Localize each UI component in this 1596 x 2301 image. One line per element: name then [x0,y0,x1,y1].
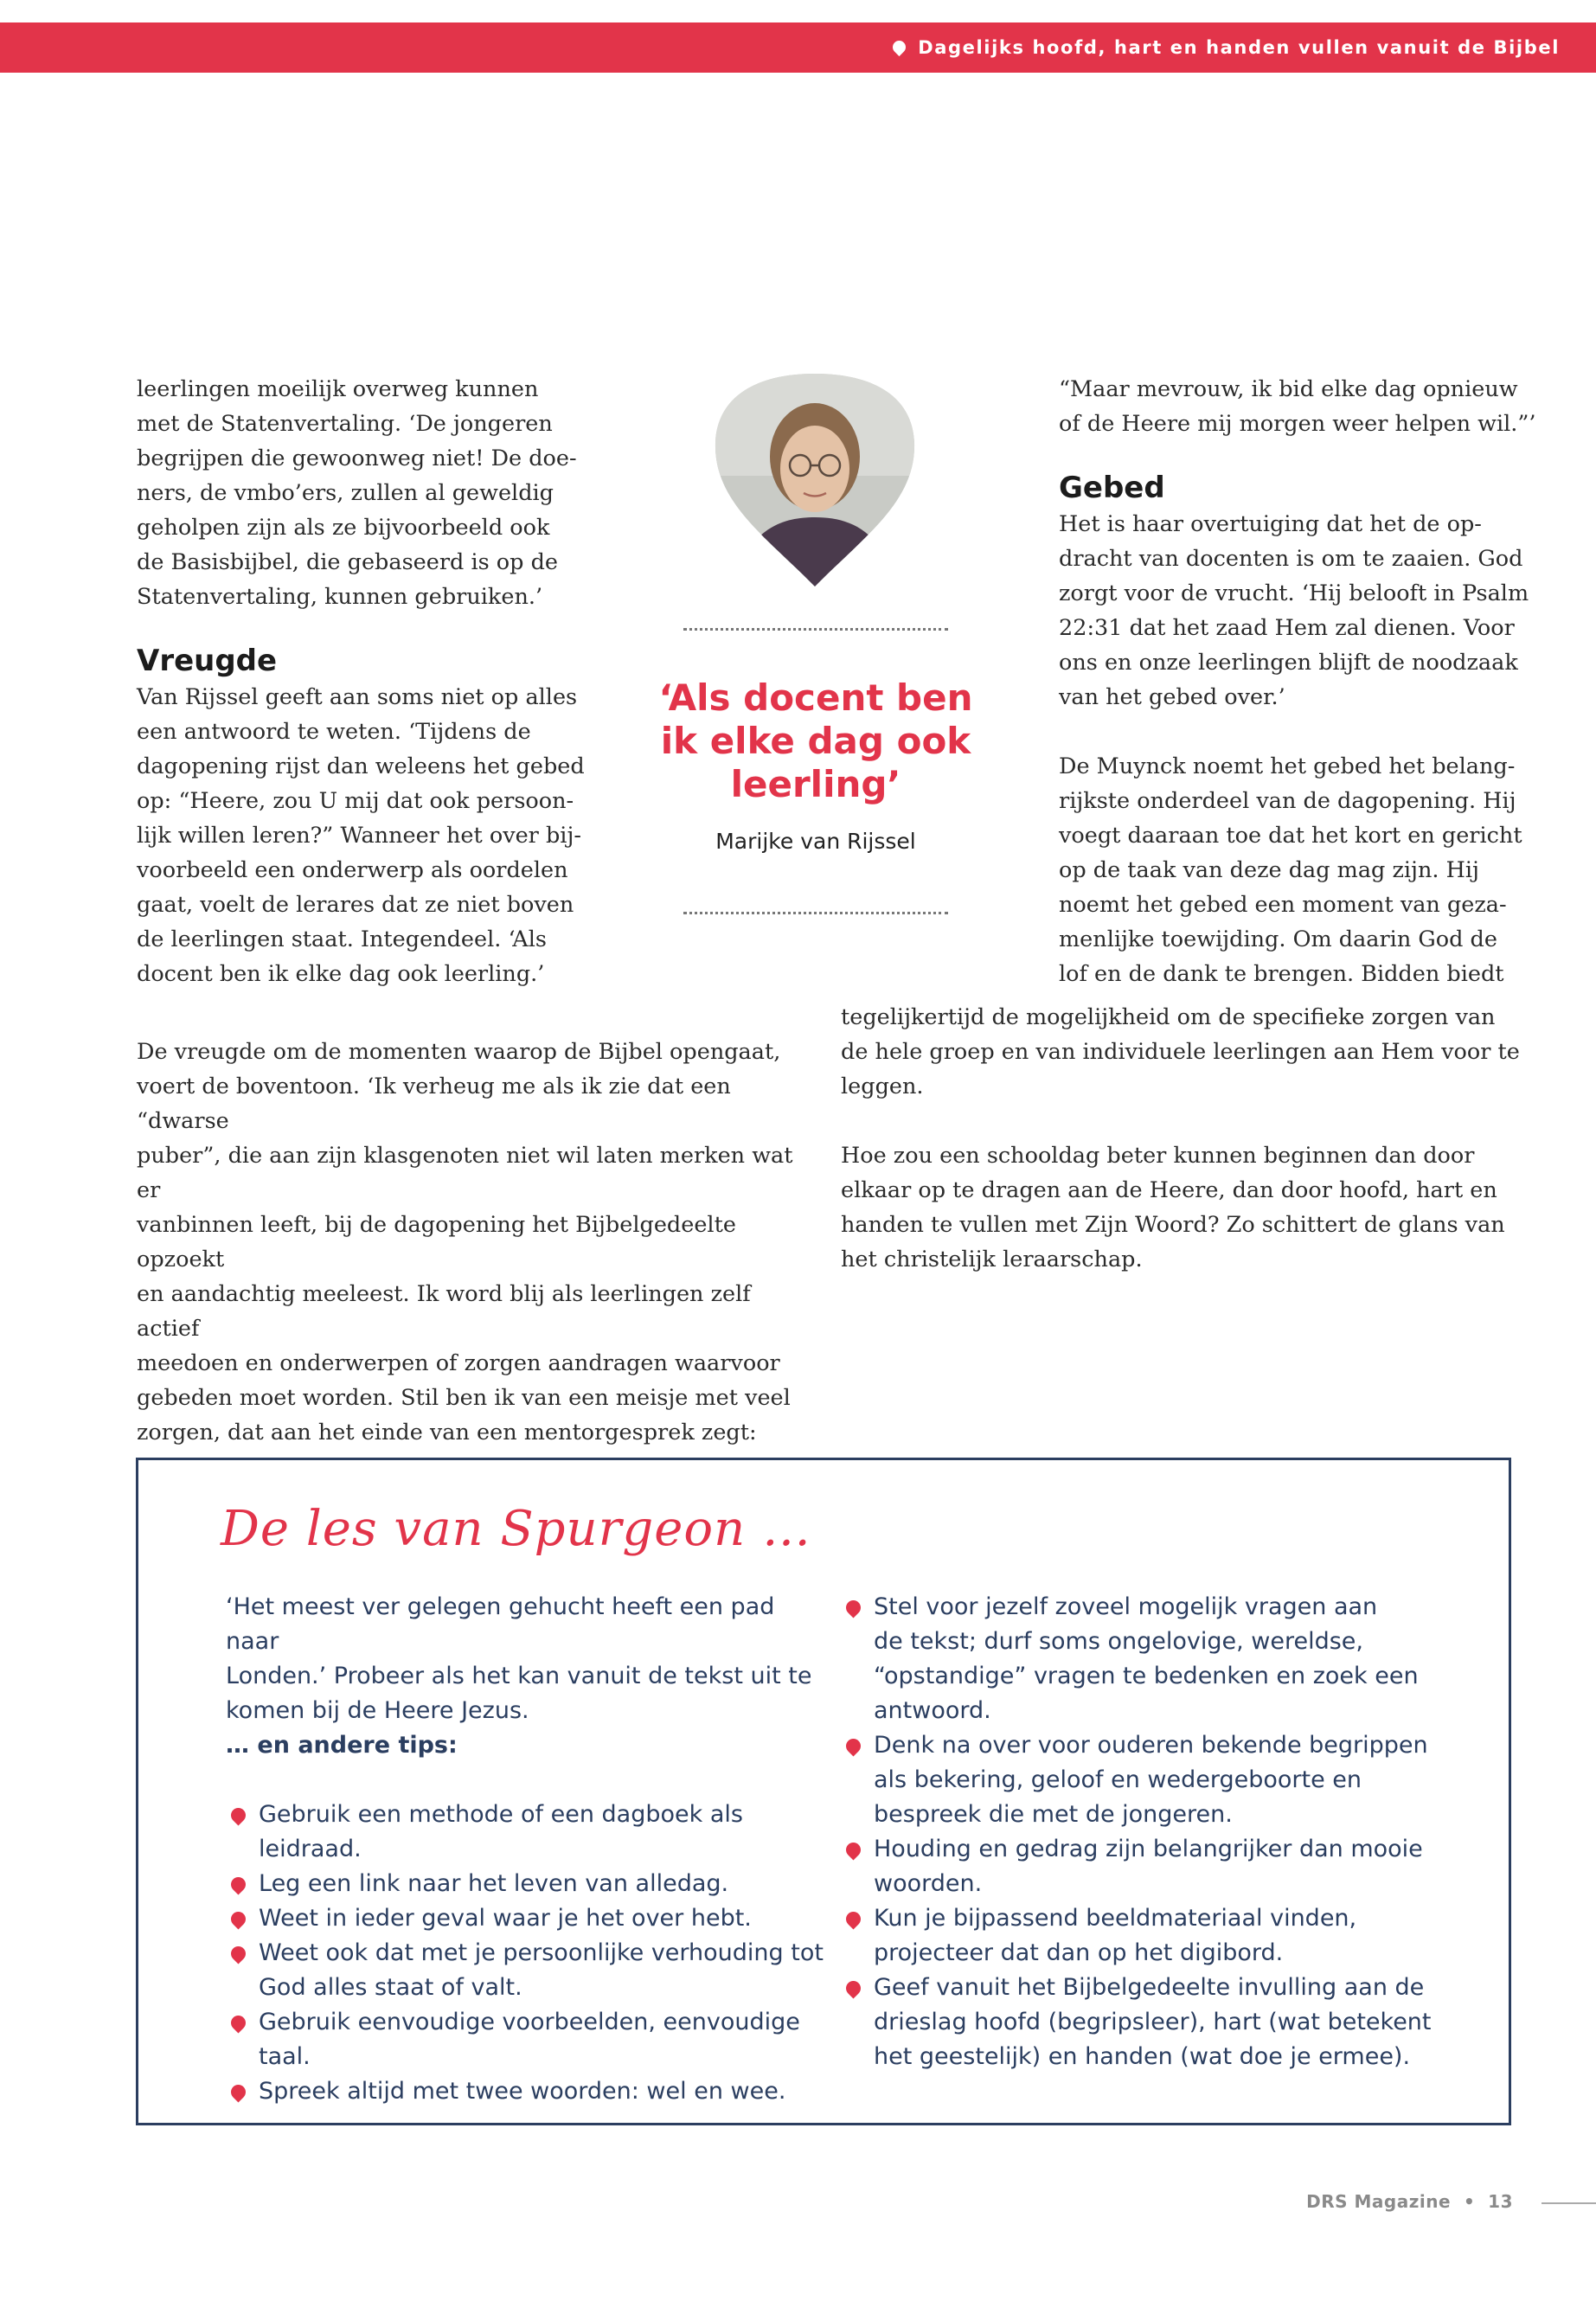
text-line: met de Statenvertaling. ‘De jongeren [137,411,553,437]
text-line: De Muynck noemt het gebed het belang- [1059,753,1516,779]
heart-bullet-icon [228,1874,248,1894]
page-number: 13 [1488,2191,1513,2212]
header-tagline-wrap [893,22,1560,73]
text-line: meedoen en onderwerpen of zorgen aandragen waarvoor [137,1350,780,1376]
text-line: gebeden moet worden. Stil ben ik van een meisje met veel [137,1385,791,1411]
text-line: voorbeeld een onderwerp als oordelen [137,857,568,883]
text-line: zorgen, dat aan het einde van een mentorgesprek zegt: [137,1420,757,1445]
text-line: 22:31 dat het zaad Hem zal dienen. Voor [1059,615,1515,641]
text-line: Geef vanuit het Bijbelgedeelte invulling aan de [874,1974,1425,2001]
text-line: Van Rijssel geeft aan soms niet op alles [137,684,578,710]
heart-bullet-icon [843,1735,863,1756]
text-line: als bekering, geloof en wedergeboorte en [874,1766,1362,1793]
heart-bullet-icon [843,1839,863,1860]
gebed-paragraph [1059,507,1561,715]
text-line: “opstandige” vragen te bedenken en zoek een [874,1663,1419,1689]
text-line: op de taak van deze dag mag zijn. Hij [1059,857,1479,883]
list-item [841,1832,1481,1901]
text-line: Houding en gedrag zijn belangrijker dan mooie [874,1836,1423,1862]
heading-gebed: Gebed [1059,471,1165,505]
tips-subhead: … en andere tips: [226,1732,458,1759]
heart-bullet-icon [228,1943,248,1964]
header-tagline: Dagelijks hoofd, hart en handen vullen vanuit de Bijbel [918,37,1560,58]
text-line: het geestelijk) en handen (wat doe je ermee). [874,2043,1411,2070]
text-line: docent ben ik elke dag ook leerling.’ [137,961,545,987]
right-wide-paragraph [841,1000,1559,1277]
tip-right-column [841,1590,1481,2074]
page-footer: DRS Magazine • 13 [1306,2191,1513,2212]
tip-intro [226,1590,831,1728]
heart-bullet-icon [843,1597,863,1618]
divider-top [683,628,948,631]
text-line: op: “Heere, zou U mij dat ook persoon- [137,788,574,814]
text-line: Stel voor jezelf zoveel mogelijk vragen aan [874,1593,1378,1620]
text-line: Weet ook dat met je persoonlijke verhouding tot [259,1939,824,1966]
tip-list-left [226,1798,831,2109]
text-line: Denk na over voor ouderen bekende begrippen [874,1732,1428,1759]
list-item [226,1798,831,1867]
text-line: Kun je bijpassend beeldmateriaal vinden, [874,1905,1357,1932]
vreugde-paragraph [137,680,621,991]
list-item [841,1728,1481,1832]
text-line: menlijke toewijding. Om daarin God de [1059,926,1497,952]
text-line: de tekst; durf soms ongelovige, wereldse, [874,1628,1363,1655]
text-line: en aandachtig meeleest. Ik word blij als leerlingen zelf actief [137,1281,751,1342]
list-item [226,1901,831,1936]
text-line: taal. [259,2043,311,2070]
list-item [841,1971,1481,2074]
footer-rule [1542,2202,1596,2204]
tip-list-right [841,1590,1481,2074]
text-line: begrijpen die gewoonweg niet! De doe- [137,445,577,471]
text-line: Spreek altijd met twee woorden: wel en wee. [259,2078,786,2105]
muynck-paragraph [1059,749,1561,991]
heart-bullet-icon [228,1908,248,1929]
text-line: rijkste onderdeel van de dagopening. Hij [1059,788,1516,814]
text-line: zorgt voor de vrucht. ‘Hij belooft in Psalm [1059,580,1529,606]
text-line: Londen.’ Probeer als het kan vanuit de tekst uit te [226,1663,812,1689]
divider-bottom [683,912,948,914]
pull-quote-author: Marijke van Rijssel [715,829,916,854]
text-line: God alles staat of valt. [259,1974,522,2001]
heart-bullet-icon [843,1977,863,1998]
quote-paragraph [1059,372,1561,441]
text-line: dracht van docenten is om te zaaien. God [1059,546,1523,572]
text-line: De vreugde om de momenten waarop de Bijbel opengaat, [137,1039,781,1065]
list-item [226,2074,831,2109]
text-line: Gebruik eenvoudige voorbeelden, eenvoudige [259,2009,800,2035]
heart-bullet-icon [228,1804,248,1825]
portrait-photo [714,372,916,588]
text-line: bespreek die met de jongeren. [874,1801,1233,1828]
header-bar [0,22,1596,73]
tip-left-column [226,1590,831,2109]
text-line: de hele groep en van individuele leerlingen aan Hem voor te [841,1039,1520,1065]
text-line: ons en onze leerlingen blijft de noodzaak [1059,650,1518,676]
text-line: Gebruik een methode of een dagboek als [259,1801,743,1828]
pull-quote-line: leerling’ [730,763,901,805]
text-line: Statenvertaling, kunnen gebruiken.’ [137,584,543,610]
text-line: leggen. [841,1074,924,1099]
list-item [226,1936,831,2005]
pull-quote [640,676,991,806]
text-line: handen te vullen met Zijn Woord? Zo schittert de glans van [841,1212,1505,1238]
pull-quote-line: ik elke dag ook [660,720,971,762]
text-line: noemt het gebed een moment van geza- [1059,892,1507,918]
text-line: lof en de dank te brengen. Bidden biedt [1059,961,1504,987]
text-line: gaat, voelt de lerares dat ze niet boven [137,892,574,918]
text-line: woorden. [874,1870,983,1897]
text-line: projecteer dat dan op het digibord. [874,1939,1284,1966]
text-line: geholpen zijn als ze bijvoorbeeld ook [137,515,550,541]
heart-bullet-icon [843,1908,863,1929]
closing-paragraph [841,1138,1559,1277]
left-column [137,372,621,991]
text-line: puber”, die aan zijn klasgenoten niet wil laten merken wat er [137,1143,793,1203]
text-line: Het is haar overtuiging dat het de op- [1059,511,1482,537]
text-line: voert de boventoon. ‘Ik verheug me als ik zie dat een “dwarse [137,1074,731,1134]
list-item [841,1901,1481,1971]
heading-vreugde: Vreugde [137,644,278,678]
text-line: elkaar op te dragen aan de Heere, dan door hoofd, hart en [841,1177,1497,1203]
list-item [226,2005,831,2074]
text-line: de leerlingen staat. Integendeel. ‘Als [137,926,547,952]
text-line: dagopening rijst dan weleens het gebed [137,753,585,779]
left-wide-paragraph [137,1035,820,1450]
text-line: van het gebed over.’ [1059,684,1285,710]
text-line: Leg een link naar het leven van alledag. [259,1870,729,1897]
text-line: leerlingen moeilijk overweg kunnen [137,376,539,402]
list-item [226,1867,831,1901]
text-line: het christelijk leraarschap. [841,1247,1143,1272]
heart-bullet-icon [228,2081,248,2102]
text-line: lijk willen leren?” Wanneer het over bij- [137,823,581,849]
text-line: de Basisbijbel, die gebaseerd is op de [137,549,559,575]
text-line: komen bij de Heere Jezus. [226,1697,529,1724]
pull-quote-line: ‘Als docent ben [658,676,973,719]
text-line: een antwoord te weten. ‘Tijdens de [137,719,531,745]
right-column [1059,372,1561,991]
text-line: “Maar mevrouw, ik bid elke dag opnieuw [1059,376,1518,402]
text-line: ners, de vmbo’ers, zullen al geweldig [137,480,554,506]
text-line: Hoe zou een schooldag beter kunnen beginnen dan door [841,1143,1475,1169]
intro-paragraph [137,372,621,614]
text-line: drieslag hoofd (begripsleer), hart (wat betekent [874,2009,1432,2035]
tip-box-title: De les van Spurgeon … [221,1501,811,1557]
text-line: Weet in ieder geval waar je het over hebt. [259,1905,752,1932]
list-item [841,1590,1481,1728]
heart-bullet-icon [228,2012,248,2033]
text-line: tegelijkertijd de mogelijkheid om de specifieke zorgen van [841,1004,1496,1030]
heart-bullet-icon [890,37,908,55]
text-line: antwoord. [874,1697,991,1724]
text-line: ‘Het meest ver gelegen gehucht heeft een pad naar [226,1593,775,1655]
text-line: vanbinnen leeft, bij de dagopening het Bijbelgedeelte opzoekt [137,1212,736,1272]
text-line: leidraad. [259,1836,362,1862]
text-line: of de Heere mij morgen weer helpen wil.”’ [1059,411,1536,437]
magazine-name: DRS Magazine [1306,2191,1452,2212]
text-line: voegt daaraan toe dat het kort en gericht [1059,823,1522,849]
